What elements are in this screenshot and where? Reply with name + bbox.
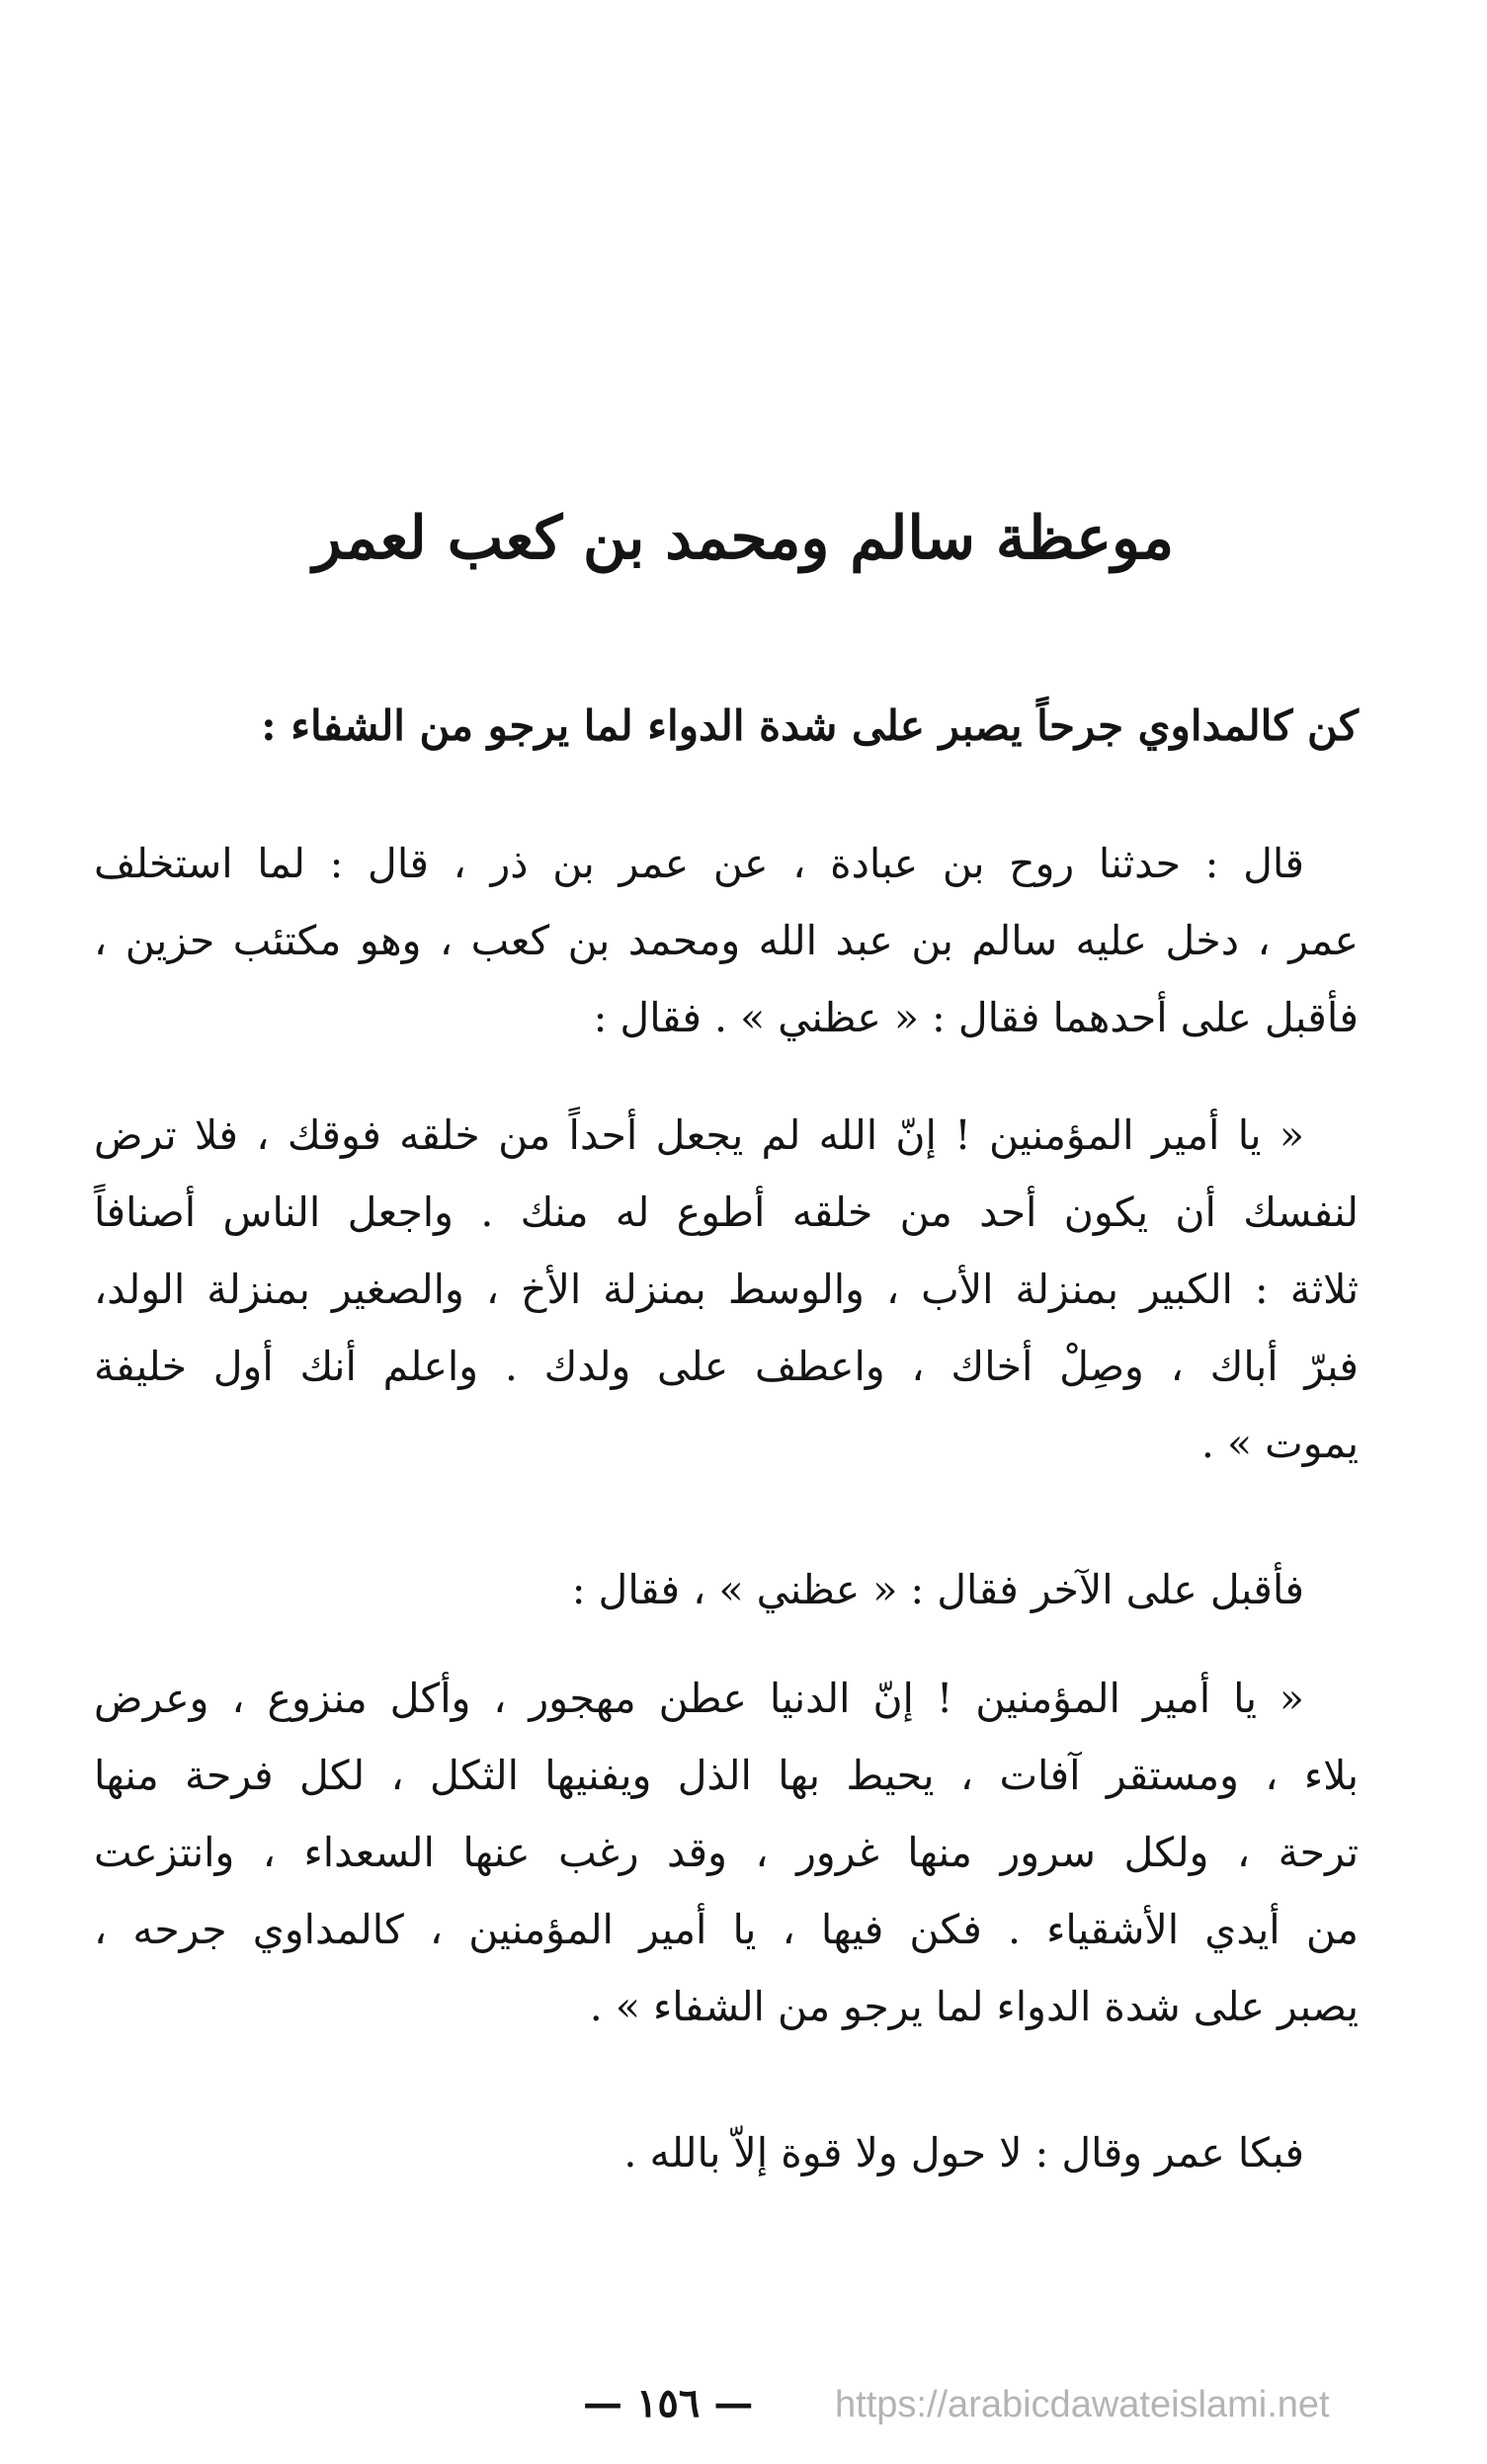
paragraph-closing xyxy=(94,2114,1359,2191)
watermark-url: https://arabicdawateislami.net xyxy=(835,2384,1330,2425)
text-line: يموت » . xyxy=(1200,1420,1359,1467)
text-line: ثلاثة : الكبير بمنزلة الأب ، والوسط بمنزلة الأخ ، والصغير بمنزلة الولد، xyxy=(94,1266,1359,1313)
page-number: — ١٥٦ — xyxy=(583,2380,754,2426)
text-line: ترحة ، ولكل سرور منها غرور ، وقد رغب عنها السعداء ، وانتزعت xyxy=(94,1829,1359,1876)
paragraph-second-sermon xyxy=(94,1660,1359,2045)
text-line: فبكا عمر وقال : لا حول ولا قوة إلاّ بالله . xyxy=(623,2129,1304,2177)
text-line: عمر ، دخل عليه سالم بن عبد الله ومحمد بن كعب ، وهو مكتئب حزين ، xyxy=(94,917,1359,964)
text-line: يصبر على شدة الدواء لما يرجو من الشفاء » . xyxy=(589,1983,1359,2030)
text-line: « يا أمير المؤمنين ! إنّ الله لم يجعل أحداً من خلقه فوقك ، فلا ترض xyxy=(94,1111,1304,1159)
paragraph-first-sermon xyxy=(94,1097,1359,1482)
text-line: فأقبل على أحدهما فقال : « عظني » . فقال : xyxy=(593,994,1359,1041)
text-line: « يا أمير المؤمنين ! إنّ الدنيا عطن مهجور ، وأكل منزوع ، وعرض xyxy=(94,1675,1304,1722)
paragraph-narration xyxy=(94,825,1359,1056)
text-line: فأقبل على الآخر فقال : « عظني » ، فقال : xyxy=(571,1566,1304,1613)
page-footer xyxy=(0,2376,1487,2435)
text-line: لنفسك أن يكون أحد من خلقه أطوع له منك . واجعل الناس أصنافاً xyxy=(94,1189,1359,1236)
text-line: بلاء ، ومستقر آفات ، يحيط بها الذل ويفنيها الثكل ، لكل فرحة منها xyxy=(94,1752,1359,1799)
text-line: من أيدي الأشقياء . فكن فيها ، يا أمير المؤمنين ، كالمداوي جرحه ، xyxy=(94,1906,1359,1953)
text-line: فبرّ أباك ، وصِلْ أخاك ، واعطف على ولدك . واعلم أنك أول خليفة xyxy=(94,1343,1359,1390)
text-line: قال : حدثنا روح بن عبادة ، عن عمر بن ذر ، قال : لما استخلف xyxy=(94,840,1304,887)
paragraph-second-request xyxy=(94,1551,1359,1628)
page-title: موعظة سالم ومحمد بن كعب لعمر xyxy=(312,504,1175,573)
section-heading: كن كالمداوي جرحاً يصبر على شدة الدواء لما يرجو من الشفاء : xyxy=(261,701,1359,750)
